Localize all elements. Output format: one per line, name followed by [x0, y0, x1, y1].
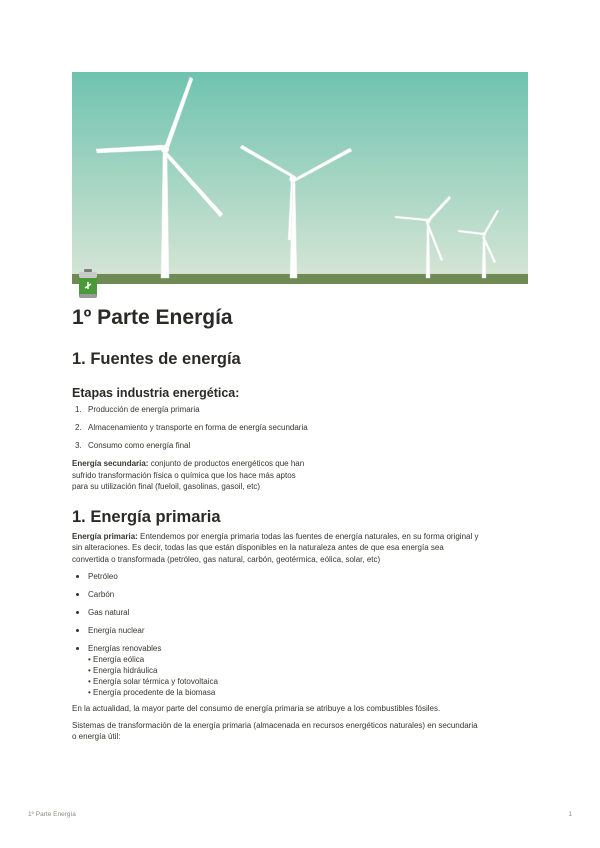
cover-image	[72, 72, 528, 284]
list-item-renewables: Energías renovables • Energía eólica • Energía hidráulica • Energía solar térmica y fotovoltaica • Energía procedente de la biomasa	[72, 643, 528, 698]
list-item: 2. Almacenamiento y transporte en forma de energía secundaria	[75, 423, 308, 432]
primary-sources-list	[72, 571, 528, 698]
list-item: Energía nuclear	[72, 625, 528, 636]
primary-energy-definition: Energía primaria: Entendemos por energía primaria todas las fuentes de energía naturales, en su forma original y sin alteraciones. Es decir, todas las que están disponibles en la naturaleza antes de que esa energía sea convertida o transformada (petróleo, gas natural, carbón, geotérmica, eólica, solar, etc)	[72, 531, 479, 564]
list-item: 1. Producción de energía primaria	[75, 405, 200, 414]
fossil-fuels-paragraph: En la actualidad, la mayor parte del consumo de energía primaria se atribuye a los combustibles fósiles.	[72, 704, 441, 713]
heading-energia-primaria: 1. Energía primaria	[72, 507, 221, 526]
heading-etapas: Etapas industria energética:	[72, 386, 240, 400]
list-item: 3. Consumo como energía final	[75, 441, 191, 450]
list-item: Gas natural	[72, 607, 528, 618]
battery-icon	[76, 268, 100, 300]
page-number: 1	[568, 811, 572, 818]
heading-fuentes: 1. Fuentes de energía	[72, 350, 241, 368]
wind-turbines-image	[72, 72, 528, 284]
footer-title: 1º Parte Energía	[28, 811, 76, 818]
etapas-list	[72, 404, 528, 451]
list-item: Petróleo	[72, 571, 528, 582]
page-footer	[28, 811, 572, 818]
transformation-paragraph: Sistemas de transformación de la energía primaria (almacenada en recursos energéticos naturales) en secundaria o energía útil:	[72, 720, 478, 741]
secondary-energy-definition: Energía secundaria: conjunto de productos energéticos que han sufrido transformación física o química que los hace más aptos para su utilización final (fueloil, gasolinas, gasoil, etc)	[72, 459, 305, 491]
page-title: 1º Parte Energía	[72, 306, 233, 329]
list-item: Carbón	[72, 589, 528, 600]
